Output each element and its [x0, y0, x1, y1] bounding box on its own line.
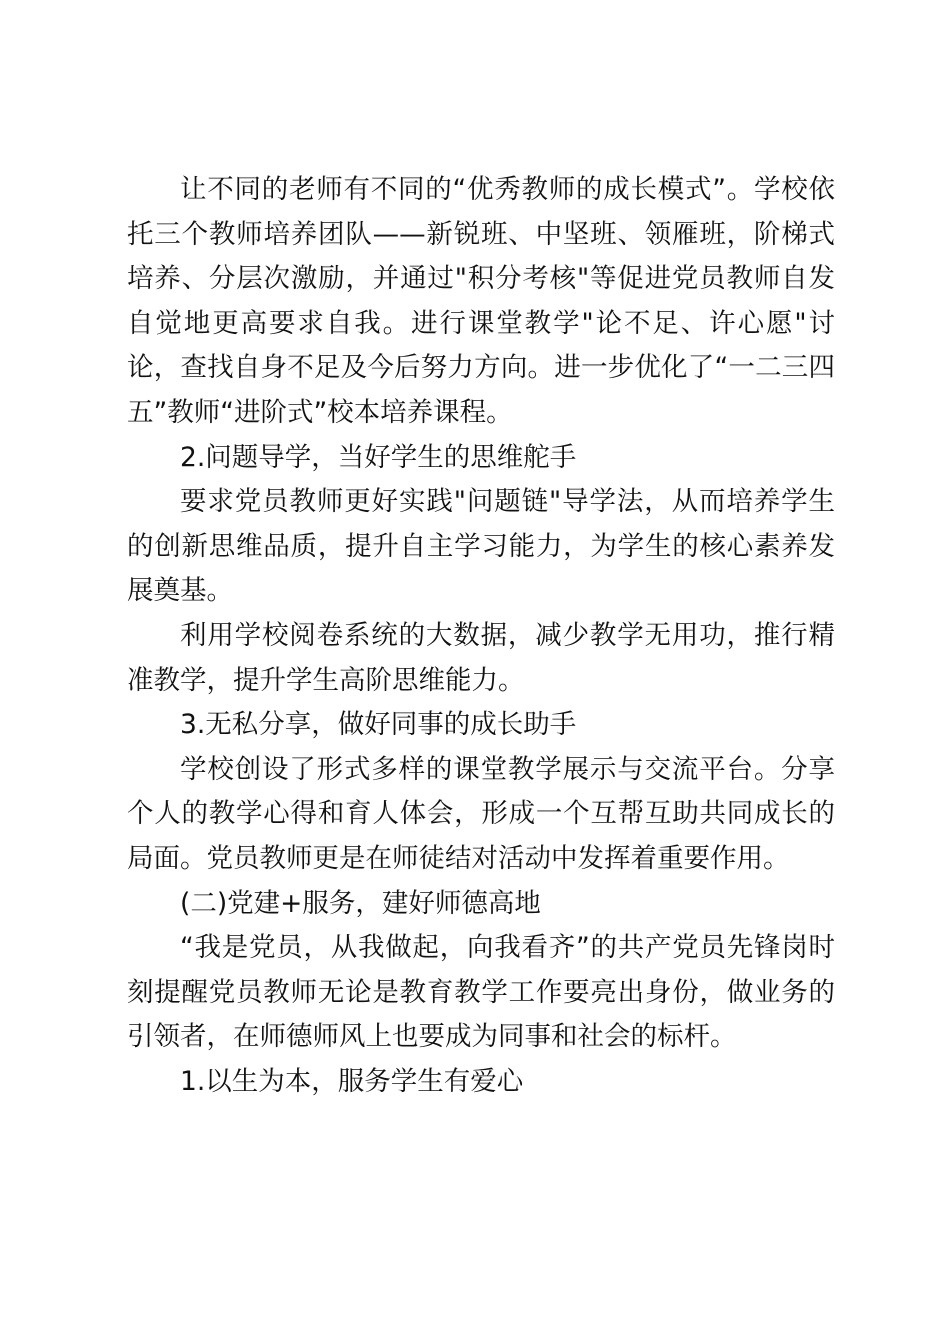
section-heading: 2.问题导学，当好学生的思维舵手 [180, 441, 577, 473]
body-paragraph: 利用学校阅卷系统的大数据，减少教学无用功，推行精准教学，提升学生高阶思维能力。 [127, 619, 835, 696]
section-heading: (二)党建+服务，建好师德高地 [180, 887, 541, 919]
document-body [127, 168, 835, 1104]
body-paragraph: 让不同的老师有不同的“优秀教师的成长模式”。学校依托三个教师培养团队——新锐班、中坚班、领雁班，阶梯式培养、分层次激励，并通过"积分考核"等促进党员教师自发自觉地更高要求自我。进行课堂教学"论不足、许心愿"讨论，查找自身不足及今后努力方向。进一步优化了“一二三四五”教师“进阶式”校本培养课程。 [127, 174, 835, 428]
body-paragraph: 要求党员教师更好实践"问题链"导学法，从而培养学生的创新思维品质，提升自主学习能力，为学生的核心素养发展奠基。 [127, 486, 835, 607]
section-heading: 1.以生为本，服务学生有爱心 [180, 1065, 524, 1097]
body-paragraph: “我是党员，从我做起，向我看齐”的共产党员先锋岗时刻提醒党员教师无论是教育教学工作要亮出身份，做业务的引领者，在师德师风上也要成为同事和社会的标杆。 [127, 932, 835, 1053]
section-heading: 3.无私分享，做好同事的成长助手 [180, 709, 577, 741]
body-paragraph: 学校创设了形式多样的课堂教学展示与交流平台。分享个人的教学心得和育人体会，形成一个互帮互助共同成长的局面。党员教师更是在师徒结对活动中发挥着重要作用。 [127, 753, 835, 874]
